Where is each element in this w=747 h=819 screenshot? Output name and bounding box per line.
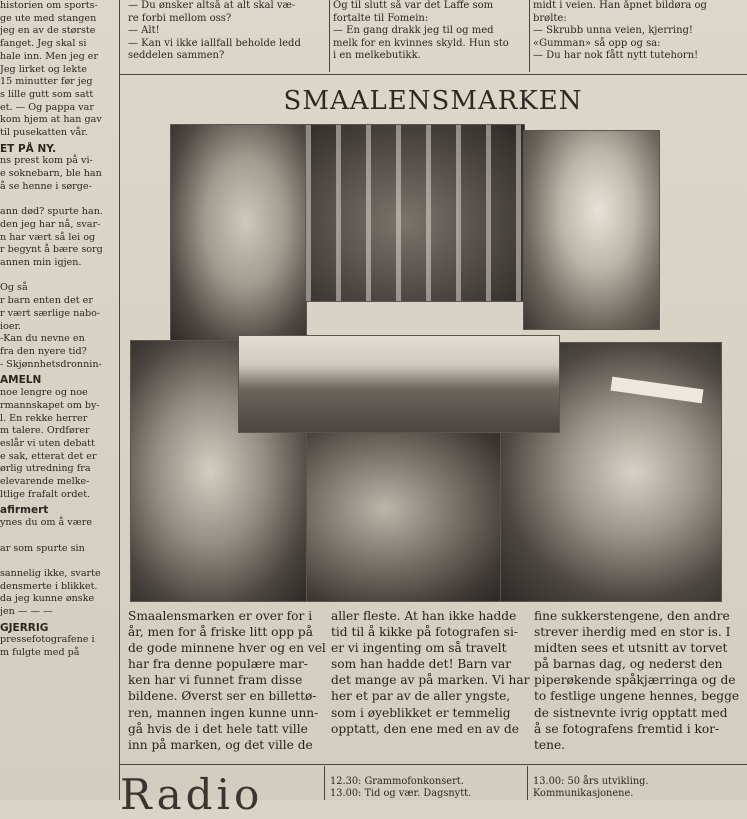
top-text-line: melk for en kvinnes skyld. Hun sto bbox=[333, 37, 509, 49]
radio-listing-right bbox=[533, 776, 743, 800]
caption-line: er vi ingenting om så travelt bbox=[331, 641, 507, 656]
caption-line: har fra denne populære mar- bbox=[128, 657, 308, 672]
top-text-line: brølte: bbox=[533, 12, 567, 24]
caption-line: piperøkende spåkjærringa og de bbox=[534, 673, 736, 688]
left-text-line: noe lengre og noe bbox=[0, 387, 88, 399]
top-text-line: «Gumman» så opp og sa: bbox=[533, 37, 661, 49]
top-text-line: re forbi mellom oss? bbox=[128, 12, 232, 24]
top-text-line: — Skrubb unna veien, kjerring! bbox=[533, 25, 693, 37]
caption-line: det mange av på marken. Vi har bbox=[331, 673, 530, 688]
caption-line: bildene. Øverst ser en billettø- bbox=[128, 689, 317, 704]
left-text-line: den jeg har nå, svar- bbox=[0, 218, 101, 230]
left-text-line: ge ute med stangen bbox=[0, 12, 97, 24]
photo-baby-bonnet bbox=[523, 130, 660, 330]
caption-line: ren, mannen ingen kunne unn- bbox=[128, 705, 319, 720]
caption-line: strever iherdig med en stor is. I bbox=[534, 625, 731, 640]
left-text-line: rmannskapet om by- bbox=[0, 399, 100, 411]
left-text-line: ns prest kom på vi- bbox=[0, 155, 93, 167]
top-text-line: — Kan vi ikke iallfall beholde ledd bbox=[128, 37, 301, 49]
left-text-line bbox=[0, 194, 116, 207]
caption-line: tene. bbox=[534, 737, 566, 752]
photo-child-with-cards bbox=[306, 432, 503, 602]
radio-line: 12.30: Grammofonkonsert. bbox=[330, 776, 464, 787]
caption-line: midten sees et utsnitt av torvet bbox=[534, 641, 728, 656]
left-text-line: 15 minutter før jeg bbox=[0, 76, 93, 88]
top-text-line: i en melkebutikk. bbox=[333, 50, 421, 62]
headband-shape bbox=[610, 377, 703, 404]
top-text-line: — Alt! bbox=[128, 25, 160, 37]
left-text-line: pressefotografene i bbox=[0, 634, 95, 646]
caption-line: på barnas dag, og nederst den bbox=[534, 657, 723, 672]
left-text-line: et. — Og pappa var bbox=[0, 101, 94, 113]
left-text-line: jen — — — bbox=[0, 606, 53, 618]
left-text-line: eslår vi uten debatt bbox=[0, 437, 95, 449]
caption-col-1 bbox=[128, 608, 324, 753]
caption-line: her et par av de aller yngste, bbox=[331, 689, 511, 704]
left-text-line: s lille gutt som satt bbox=[0, 88, 94, 100]
caption-line: inn på marken, og det ville de bbox=[128, 737, 313, 752]
left-column-article bbox=[0, 0, 116, 800]
caption-line: som i øyeblikket er temmelig bbox=[331, 705, 511, 720]
caption-line: Smaalensmarken er over for i bbox=[128, 609, 313, 623]
left-text-line: r vært særlige nabo- bbox=[0, 307, 101, 319]
column-rule-left bbox=[119, 0, 120, 800]
radio-listing-mid bbox=[330, 776, 525, 800]
photo-child-eating bbox=[170, 124, 307, 341]
radio-line: 13.00: 50 års utvikling. bbox=[533, 776, 649, 787]
caption-line: tid til å kikke på fotografen si- bbox=[331, 625, 518, 640]
left-text-line bbox=[0, 530, 116, 543]
left-text-line: til pusekatten vår. bbox=[0, 127, 88, 139]
top-article-col-2 bbox=[333, 0, 527, 63]
left-text-line: fra den nyere tid? bbox=[0, 345, 87, 357]
caption-line: år, men for å friske litt opp på bbox=[128, 625, 313, 640]
left-text-line: m talere. Ordfører bbox=[0, 425, 90, 437]
radio-line: Kommunikasjonene. bbox=[533, 788, 634, 799]
left-text-line: kom hjem at han gav bbox=[0, 114, 102, 126]
left-heading-2: AMELN bbox=[0, 374, 42, 387]
column-rule-top-1 bbox=[329, 0, 330, 72]
top-text-line: fortalte til Fomein: bbox=[333, 12, 429, 24]
left-text-line: å se henne i sørge- bbox=[0, 180, 92, 192]
left-text-line: densmerte i blikket. bbox=[0, 580, 98, 592]
top-text-line: Og til slutt så var det Laffe som bbox=[333, 0, 494, 11]
column-rule-top-2 bbox=[529, 0, 530, 72]
left-text-line: -Kan du nevne en bbox=[0, 333, 85, 345]
caption-line: to festlige ungene hennes, begge bbox=[534, 689, 740, 704]
left-heading-4: GJERRIG bbox=[0, 621, 49, 634]
left-text-line: ioer. bbox=[0, 320, 22, 332]
left-text-line: r begynt å bære sorg bbox=[0, 244, 103, 256]
left-text-line: l. En rekke herrer bbox=[0, 412, 88, 424]
caption-line: aller fleste. At han ikke hadde bbox=[331, 609, 517, 623]
column-rule-bottom-1 bbox=[324, 766, 325, 800]
left-text-line: Og så bbox=[0, 282, 28, 294]
top-article-col-1 bbox=[128, 0, 324, 63]
section-rule-top bbox=[119, 74, 747, 75]
photo-ticket-man bbox=[305, 124, 525, 302]
left-text-line bbox=[0, 555, 116, 568]
left-heading-3: afirmert bbox=[0, 504, 49, 517]
left-text-line: elevarende melke- bbox=[0, 476, 90, 488]
caption-line: de gode minnene hver og en vel bbox=[128, 641, 326, 656]
left-text-line: ørlig utredning fra bbox=[0, 463, 91, 475]
section-rule-bottom bbox=[119, 764, 747, 765]
left-text-line: e sak, etterat det er bbox=[0, 450, 97, 462]
left-text-line: n har vært så lei og bbox=[0, 231, 96, 243]
top-text-line: — Du ønsker altså at alt skal væ- bbox=[128, 0, 296, 11]
caption-col-2 bbox=[331, 608, 530, 737]
left-heading-1: ET PÅ NY. bbox=[0, 142, 57, 155]
top-text-line: midt i veien. Han åpnet bildøra og bbox=[533, 0, 707, 11]
caption-line: å se fotografens fremtid i kor- bbox=[534, 721, 720, 736]
article-headline: SMAALENSMARKEN bbox=[283, 86, 583, 116]
caption-line: opptatt, den ene med en av de bbox=[331, 721, 519, 736]
top-text-line: — Du har nok fått nytt tutehorn! bbox=[533, 50, 699, 62]
radio-line: 13.00: Tid og vær. Dagsnytt. bbox=[330, 788, 472, 799]
left-text-line: sannelig ikke, svarte bbox=[0, 567, 101, 579]
left-text-line bbox=[0, 270, 116, 283]
left-text-line: da jeg kunne ønske bbox=[0, 593, 95, 605]
left-text-line: e soknebarn, ble han bbox=[0, 168, 102, 180]
left-text-line: - Skjønnhetsdronnin- bbox=[0, 358, 102, 370]
caption-line: gå hvis de i det hele tatt ville bbox=[128, 721, 308, 736]
left-text-line: annen min igjen. bbox=[0, 257, 82, 269]
left-text-line: r barn enten det er bbox=[0, 295, 93, 307]
caption-line: de sistnevnte ivrig opptatt med bbox=[534, 705, 728, 720]
radio-heading: Radio bbox=[120, 770, 264, 819]
left-text-line: hale inn. Men jeg er bbox=[0, 50, 99, 62]
column-rule-bottom-2 bbox=[527, 766, 528, 800]
left-text-line: jeg en av de største bbox=[0, 25, 96, 37]
left-text-line: ann død? spurte han. bbox=[0, 206, 103, 218]
left-text-line: ar som spurte sin bbox=[0, 542, 85, 554]
left-text-line: Jeg lirket og lekte bbox=[0, 63, 87, 75]
left-text-line: ltlige frafalt ordet. bbox=[0, 488, 91, 500]
left-text-line: historien om sports- bbox=[0, 0, 98, 11]
caption-line: som han hadde det! Barn var bbox=[331, 657, 512, 672]
top-article-col-3 bbox=[533, 0, 745, 63]
top-text-line: seddelen sammen? bbox=[128, 50, 225, 62]
caption-col-3 bbox=[534, 608, 742, 753]
photo-market-square bbox=[238, 335, 560, 433]
left-text-line: ynes du om å være bbox=[0, 517, 93, 529]
caption-line: fine sukkerstengene, den andre bbox=[534, 609, 730, 623]
left-text-line: m fulgte med på bbox=[0, 647, 80, 659]
top-text-line: — En gang drakk jeg til og med bbox=[333, 25, 494, 37]
caption-line: ken har vi funnet fram disse bbox=[128, 673, 303, 688]
left-text-line: fanget. Jeg skal si bbox=[0, 38, 87, 50]
